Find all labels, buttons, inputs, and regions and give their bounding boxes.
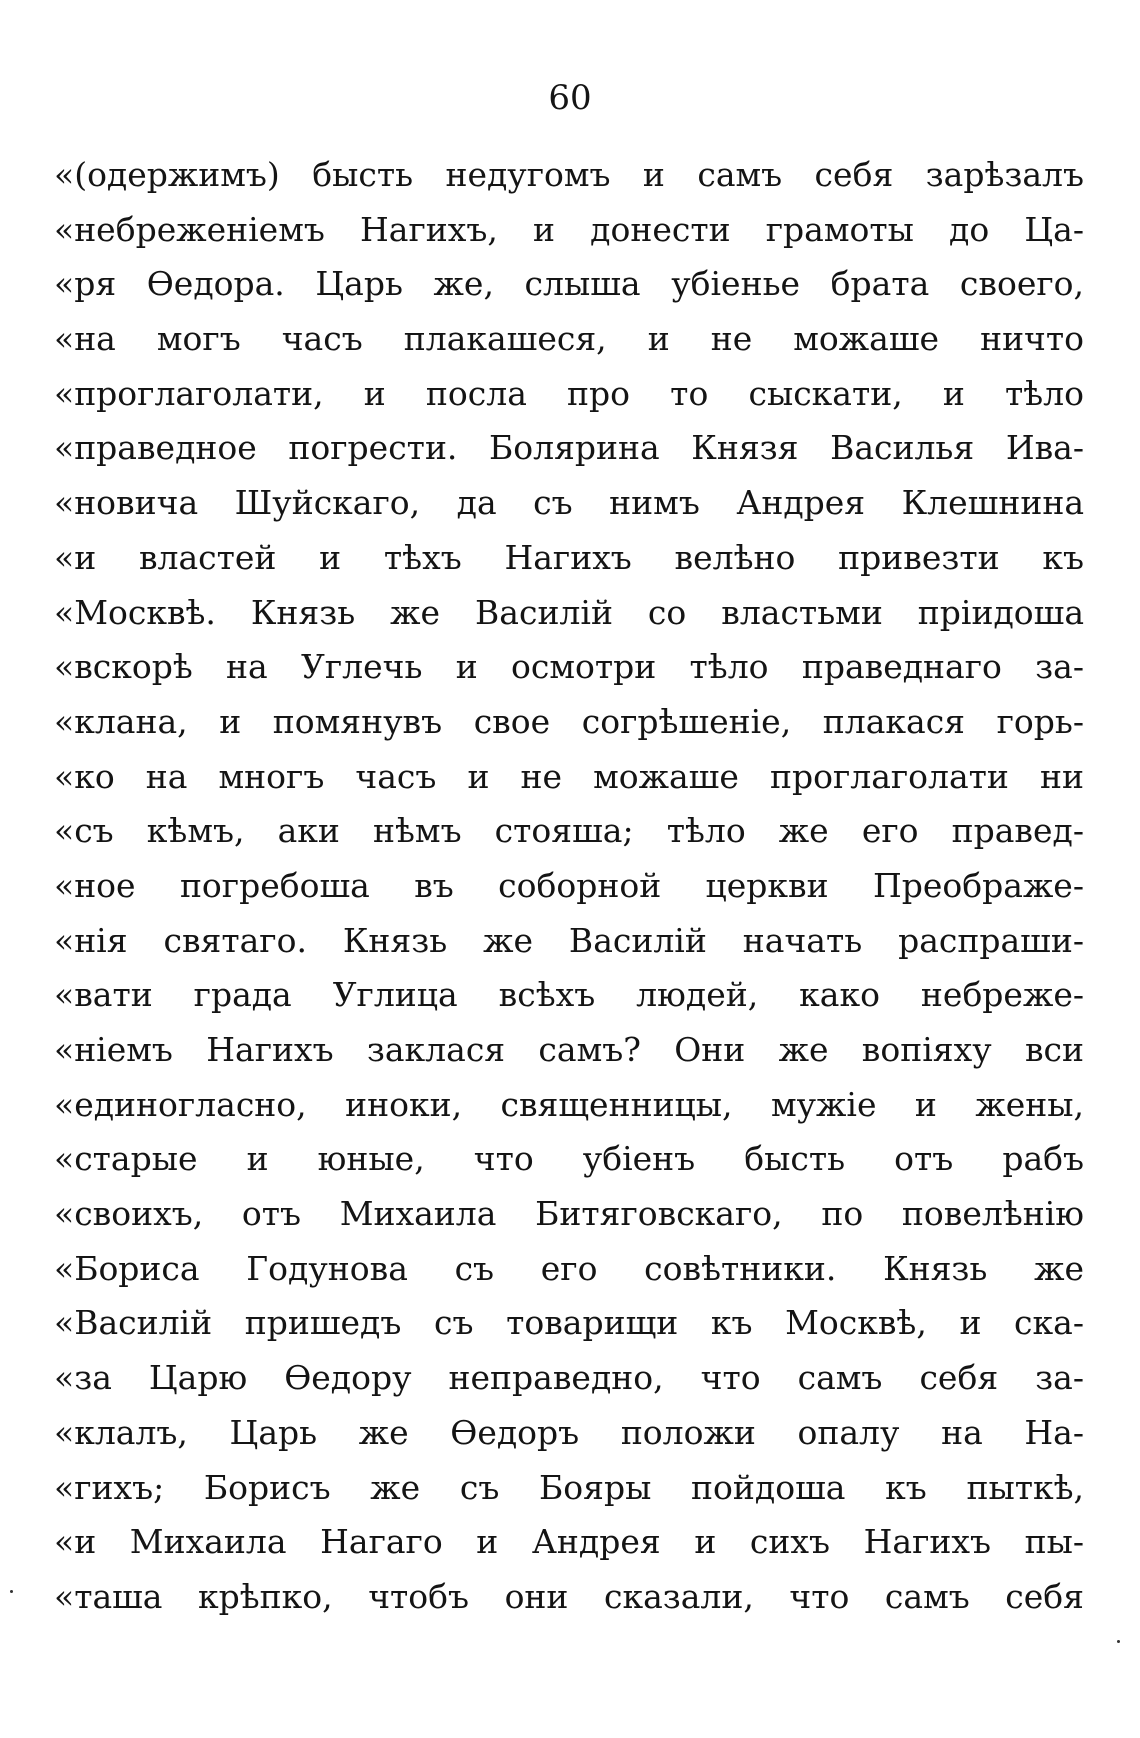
text-line-1: «(одержимъ) бысть недугомъ и самъ себя зарѣзалъ (54, 155, 1084, 194)
text-line-10: «вскорѣ на Углечь и осмотри тѣло праведнаго за- (54, 647, 1084, 687)
text-line-5: «проглаголати, и посла про то сыскати, и тѣло (54, 373, 1084, 413)
scan-speck-left (10, 1590, 13, 1593)
text-line-25: «гихъ; Борисъ же съ Бояры пойдоша къ пыткѣ, (54, 1467, 1084, 1507)
text-line-22: «Василій пришедъ съ товарищи къ Москвѣ, и ска- (54, 1303, 1084, 1343)
text-line-6: «праведное погрести. Болярина Князя Василья Ива- (54, 428, 1084, 468)
text-line-9: «Москвѣ. Князь же Василій со властьми пріидоша (54, 592, 1084, 632)
text-line-3: «ря Өедора. Царь же, слыша убіенье брата своего, (54, 264, 1084, 304)
text-line-4: «на могъ часъ плакашеся, и не можаше ничто (54, 319, 1084, 359)
scan-speck-right (1117, 1640, 1120, 1643)
text-line-13: «съ кѣмъ, аки нѣмъ стояша; тѣло же его правед- (54, 811, 1084, 851)
text-line-23: «за Царю Өедору неправедно, что самъ себя за- (54, 1358, 1084, 1398)
text-line-19: «старые и юные, что убіенъ бысть отъ рабъ (54, 1139, 1084, 1179)
text-line-18: «единогласно, иноки, священницы, мужіе и жены, (54, 1084, 1084, 1124)
text-line-26: «и Михаила Нагаго и Андрея и сихъ Нагихъ пы- (54, 1522, 1084, 1562)
text-line-12: «ко на многъ часъ и не можаше проглаголати ни (54, 756, 1084, 796)
text-line-15: «нія святаго. Князь же Василій начать распраши- (54, 920, 1084, 960)
text-line-11: «клана, и помянувъ свое согрѣшеніе, плакася горь- (54, 701, 1084, 741)
text-line-17: «ніемъ Нагихъ заклася самъ? Они же вопіяху вси (54, 1030, 1084, 1069)
text-line-24: «клалъ, Царь же Өедоръ положи опалу на На- (54, 1412, 1084, 1452)
body-text (54, 148, 1084, 1625)
text-line-14: «ное погребоша въ соборной церкви Преображе- (54, 865, 1084, 905)
text-line-16: «вати града Углица всѣхъ людей, како небреже- (54, 975, 1084, 1015)
text-line-21: «Бориса Годунова съ его совѣтники. Князь же (54, 1248, 1084, 1288)
text-line-27: «таша крѣпко, чтобъ они сказали, что самъ себя (54, 1576, 1084, 1616)
text-line-7: «новича Шуйскаго, да съ нимъ Андрея Клешнина (54, 483, 1084, 523)
text-line-8: «и властей и тѣхъ Нагихъ велѣно привезти къ (54, 537, 1084, 577)
text-line-20: «своихъ, отъ Михаила Битяговскаго, по повелѣнію (54, 1194, 1084, 1234)
text-line-2: «небреженіемъ Нагихъ, и донести грамоты до Ца- (54, 209, 1084, 249)
page-number: 60 (548, 78, 592, 118)
